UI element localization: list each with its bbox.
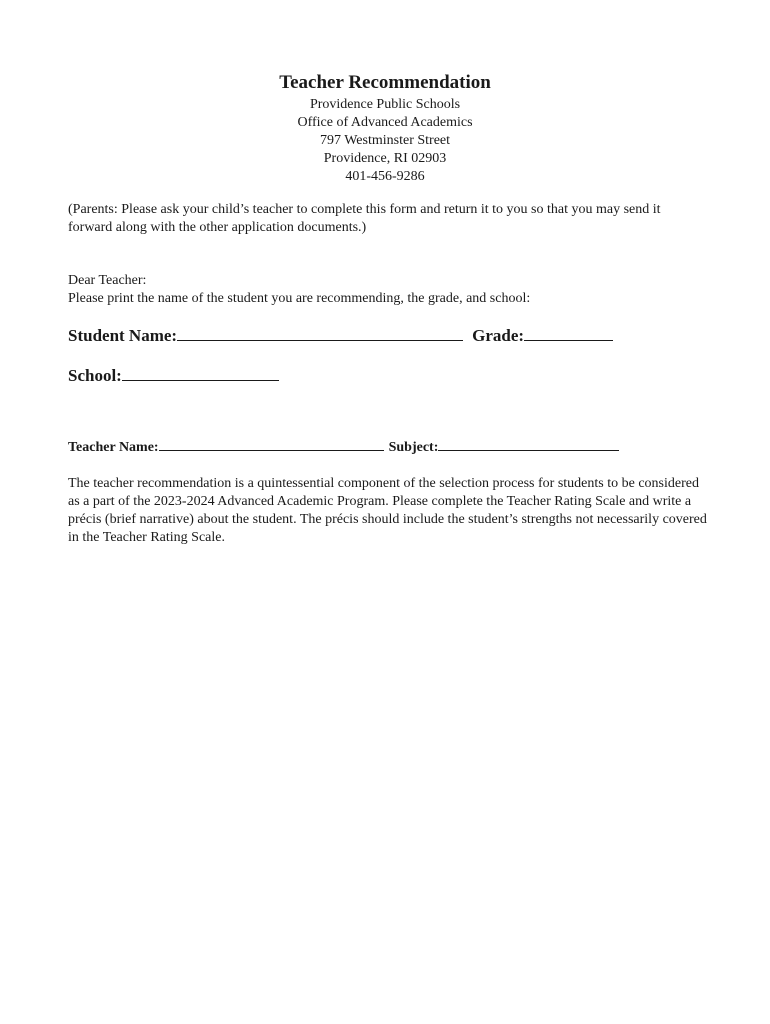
school-label: School: [68,366,122,385]
subject-field[interactable] [438,449,619,451]
letterhead [0,70,770,186]
city-state-zip: Providence, RI 02903 [323,151,447,166]
teacher-subject-row [68,440,619,456]
org-name: Providence Public Schools [309,97,461,112]
grade-field[interactable] [524,339,613,341]
parents-note: (Parents: Please ask your child’s teacher to complete this form and return it to you so that you may send it forward along with the other application documents.) [68,202,661,235]
body-paragraph: The teacher recommendation is a quintessential component of the selection process for students to be considered as a part of the 2023-2024 Advanced Academic Program. Please complete the Teacher Rating Scale and write a précis (brief narrative) about the student. The précis should include the student’s strengths not necessarily covered in the Teacher Rating Scale. [68,476,707,545]
street-address: 797 Westminster Street [319,133,451,148]
student-name-field[interactable] [177,339,463,341]
teacher-name-field[interactable] [159,449,384,451]
greeting: Dear Teacher: [68,273,147,288]
school-field[interactable] [122,379,279,381]
school-row [68,366,279,386]
student-name-label: Student Name: [68,326,178,345]
phone-number: 401-456-9286 [345,169,425,184]
subject-label: Subject: [388,440,439,455]
instruction: Please print the name of the student you are recommending, the grade, and school: [68,291,531,306]
student-grade-row [68,326,613,346]
document-title: Teacher Recommendation [279,72,491,93]
office-name: Office of Advanced Academics [297,115,473,130]
grade-label: Grade: [472,326,525,345]
teacher-name-label: Teacher Name: [68,440,159,455]
